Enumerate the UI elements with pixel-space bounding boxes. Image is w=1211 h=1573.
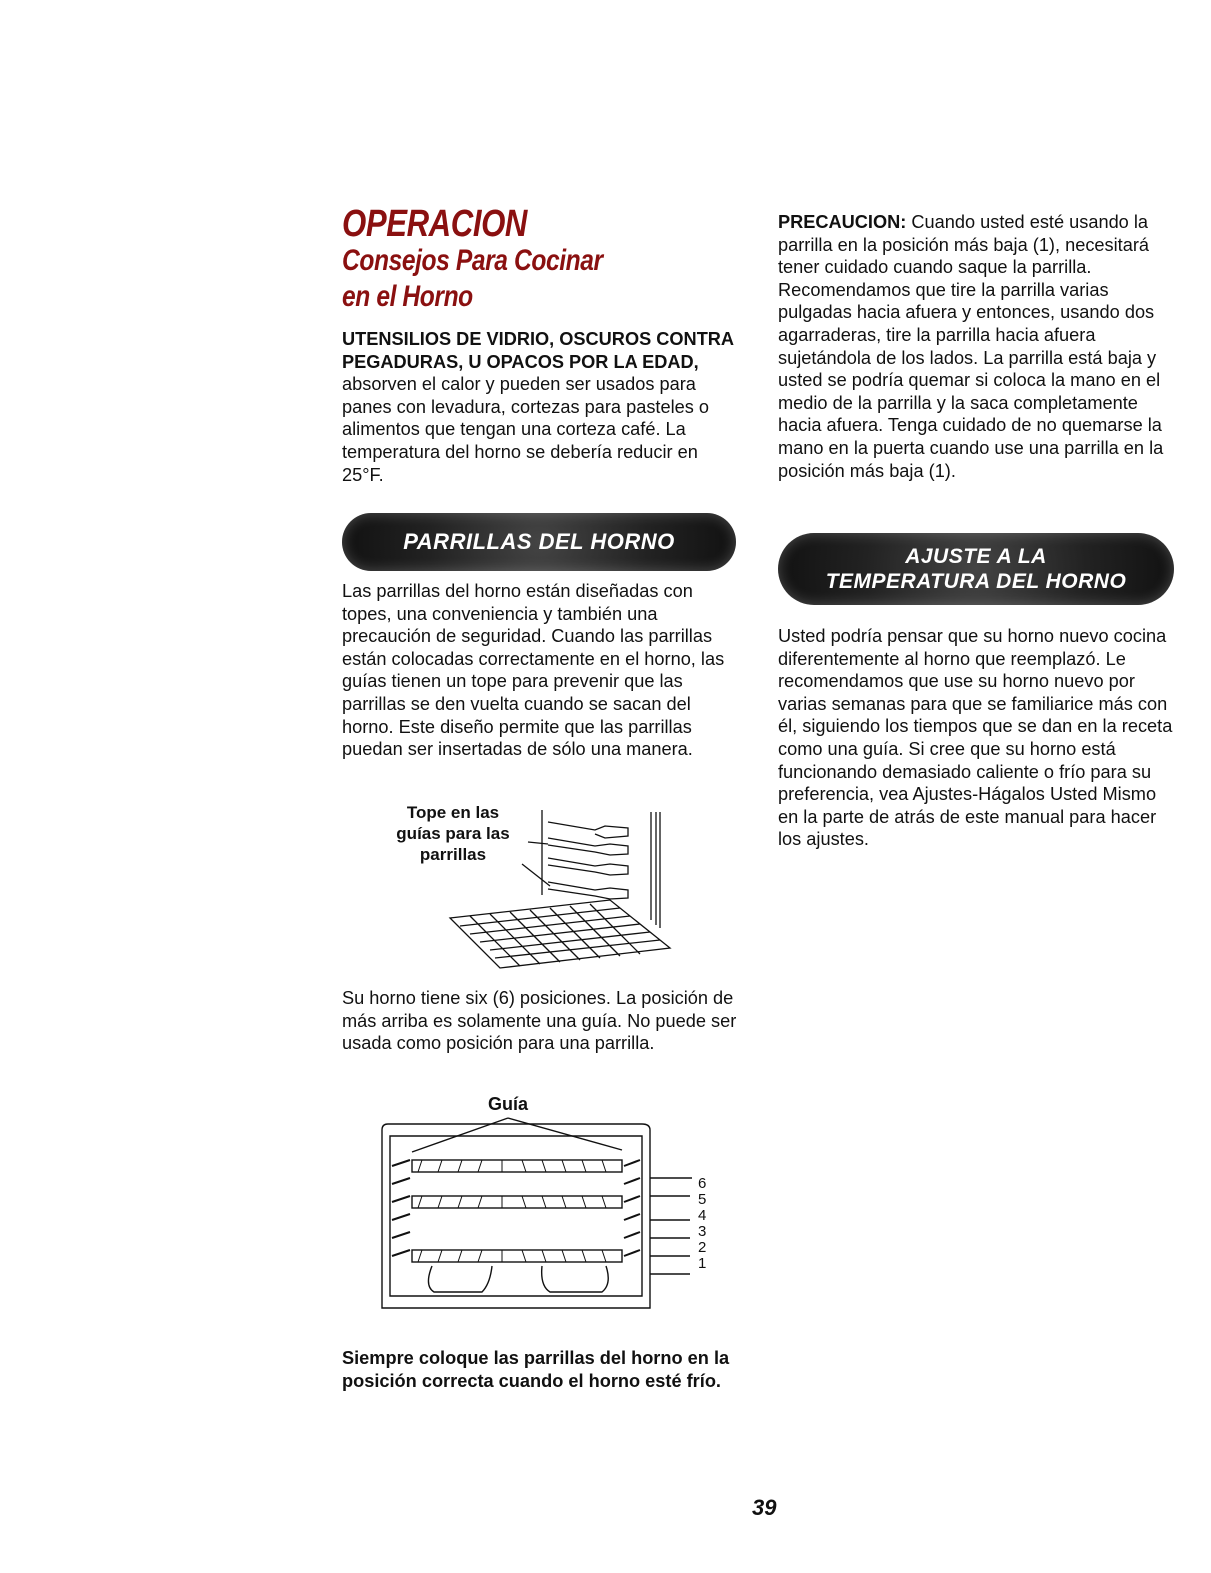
utensils-body: absorven el calor y pueden ser usados para panes con levadura, cortezas para pasteles o alimentos que tengan una corteza café. La temperatura del horno se debería reducir en 25°F.: [342, 374, 710, 485]
page-number: 39: [752, 1495, 777, 1520]
position-number-list: [698, 1176, 706, 1272]
position-number: 5: [698, 1191, 707, 1208]
oven-positions-drawing: [372, 1116, 712, 1316]
rack-stop-drawing: [360, 800, 690, 975]
caution-body: Cuando usted esté usando la parrilla en la posición más baja (1), necesitará tener cuidado cuando saque la parrilla. Recomendamos que tire la parrilla varias pulgadas hacia afuera y entonces, usando dos agarraderas, tire la parrilla hacia afuera sujetándola de los lados. La parrilla está baja y usted se podría quemar si coloca la mano en el medio de la parrilla y la saca completamente hacia afuera. Tenga cuidado de no quemarse la mano en la puerta cuando use una parrilla en la posición más baja (1).: [778, 212, 1164, 481]
caution-heading: PRECAUCION:: [778, 212, 907, 232]
caution-paragraph: [778, 211, 1176, 482]
rack-stop-label: Tope en las guías para las parrillas: [396, 803, 510, 864]
position-number: 4: [698, 1207, 707, 1224]
position-number: 1: [698, 1255, 707, 1272]
rack-stop-illustration: [360, 800, 690, 975]
subtitle-line-1: Consejos Para Cocinar: [342, 244, 603, 277]
temperature-paragraph: Usted podría pensar que su horno nuevo cocina diferentemente al horno que reemplazó. Le recomendamos que use su horno nuevo por varias semanas para que se familiarice más con él, siguiendo los tiempos que se dan en la receta como una guía. Si cree que su horno está funcionando demasiado caliente o frío para su preferencia, vea Ajustes-Hágalos Usted Mismo en la parte de atrás de este manual para hacer los ajustes.: [778, 626, 1173, 850]
section-title: OPERACION: [342, 203, 528, 245]
racks-paragraph: Las parrillas del horno están diseñadas con topes, una conveniencia y también una precaución de seguridad. Cuando las parrillas están colocadas correctamente en el horno, las guías tienen un tope para prevenir que las parrillas se den vuelta cuando se sacan del horno. Este diseño permite que las parrillas puedan ser insertadas de sólo una manera.: [342, 581, 725, 760]
position-number: 2: [698, 1239, 707, 1256]
subtitle-line-2: en el Horno: [342, 280, 473, 313]
oven-positions-illustration: [372, 1116, 712, 1316]
positions-paragraph: Su horno tiene six (6) posiciones. La posición de más arriba es solamente una guía. No puede ser usada como posición para una parrilla.: [342, 988, 737, 1054]
temperature-banner: [778, 533, 1174, 605]
temperature-banner-line-2: TEMPERATURA DEL HORNO: [825, 570, 1127, 593]
closing-note: Siempre coloque las parrillas del horno en la posición correcta cuando el horno esté frío.: [342, 1348, 730, 1391]
guide-label: Guía: [488, 1094, 529, 1114]
position-number: 3: [698, 1223, 707, 1240]
racks-banner-label: PARRILLAS DEL HORNO: [403, 529, 675, 554]
utensils-paragraph: [342, 328, 740, 486]
temperature-banner-line-1: AJUSTE A LA: [905, 545, 1047, 568]
utensils-heading: UTENSILIOS DE VIDRIO, OSCUROS CONTRA PEGADURAS, U OPACOS POR LA EDAD,: [342, 329, 734, 372]
position-number: 6: [698, 1175, 707, 1192]
racks-banner: [342, 513, 736, 571]
